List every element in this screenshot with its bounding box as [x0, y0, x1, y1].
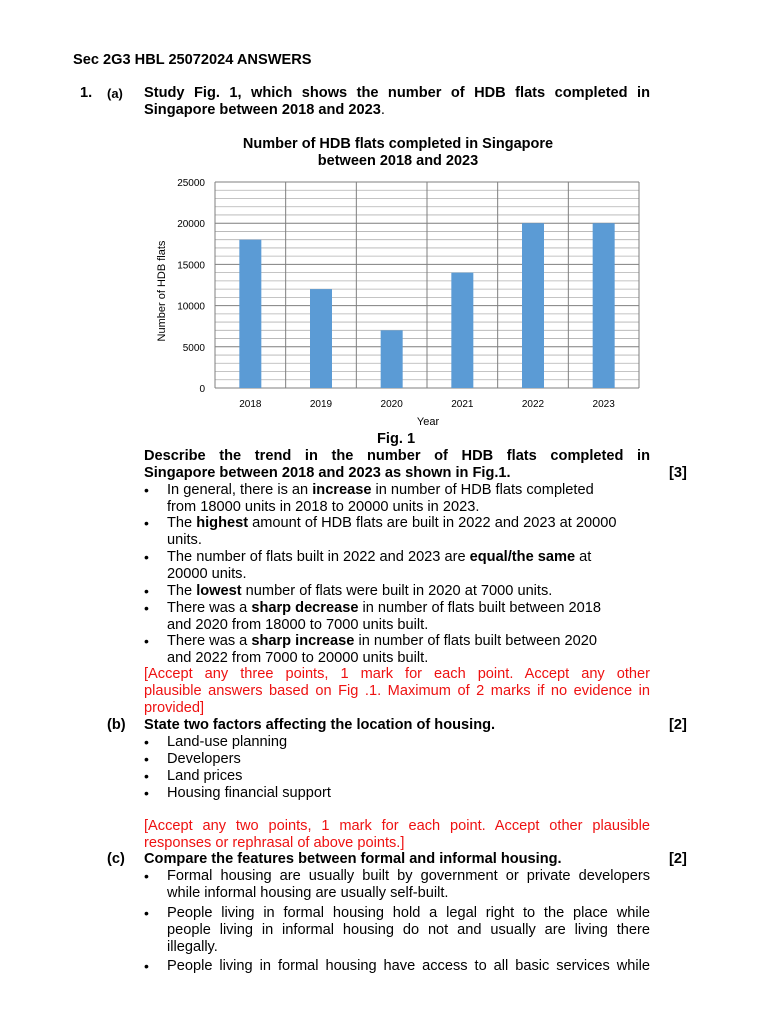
bullet-icon: •: [144, 482, 149, 498]
point-keyword: sharp decrease: [251, 600, 359, 616]
bullet-icon: •: [144, 958, 149, 974]
intro-line2-period: .: [380, 102, 385, 118]
bar-2019: [310, 289, 332, 388]
point-keyword: highest: [196, 515, 249, 531]
answer-point: Housing financial support: [167, 785, 331, 801]
x-tick-label: 2023: [592, 399, 615, 410]
x-tick-label: 2019: [309, 399, 333, 410]
answer-point: Formal housing are usually built by government or private developers: [167, 868, 650, 884]
answer-point: Land prices: [167, 768, 243, 784]
intro-line2-text: Singapore between 2018 and 2023: [144, 102, 381, 118]
marking-note-a-line3: provided]: [144, 700, 205, 716]
point-text: The: [167, 583, 197, 599]
point-text: and 2020 from 18000 to 7000 units built.: [167, 617, 429, 633]
point-text: The number of flats built in 2022 and 2023 are: [167, 549, 470, 565]
chart-title-line1: Number of HDB flats completed in Singapore: [242, 136, 554, 152]
bullet-icon: •: [144, 751, 149, 767]
part-b-label: (b): [107, 717, 126, 733]
answer-point: [167, 600, 650, 634]
answer-point: [167, 633, 650, 667]
bar-2021: [451, 273, 473, 388]
figure-caption: Fig. 1: [377, 431, 416, 447]
x-tick-label: 2020: [380, 399, 403, 410]
part-a-marks: [3]: [669, 465, 687, 481]
part-c-question: Compare the features between formal and informal housing.: [144, 851, 562, 867]
part-c-marks: [2]: [669, 851, 687, 867]
y-tick-label: 0: [199, 384, 205, 395]
bar-2023: [593, 223, 615, 388]
part-a-question-line1: Describe the trend in the number of HDB flats completed in: [144, 448, 650, 464]
part-a-question-line2: Singapore between 2018 and 2023 as shown in Fig.1.: [144, 465, 511, 481]
marking-note-b-line1: [Accept any two points, 1 mark for each point. Accept other plausible: [144, 818, 650, 834]
y-tick-label: 20000: [177, 219, 205, 231]
bullet-icon: •: [144, 515, 149, 531]
bullet-icon: •: [144, 868, 149, 884]
bullet-icon: •: [144, 549, 149, 565]
point-text: There was a: [167, 633, 252, 649]
part-a-label: (a): [107, 86, 123, 101]
x-tick-label: 2021: [451, 399, 474, 410]
bullet-icon: •: [144, 905, 149, 921]
answer-point-cont: while informal housing are usually self-built.: [167, 885, 449, 901]
bullet-icon: •: [144, 600, 149, 616]
part-b-marks: [2]: [669, 717, 687, 733]
point-text: from 18000 units in 2018 to 20000 units in 2023.: [167, 499, 480, 515]
bullet-icon: •: [144, 768, 149, 784]
x-tick-label: 2018: [239, 399, 262, 410]
bar-2022: [522, 223, 544, 388]
point-text: There was a: [167, 600, 252, 616]
point-text: number of flats were built in 2020 at 7000 units.: [241, 583, 553, 599]
part-a-intro-line2: [144, 102, 650, 119]
hdb-bar-chart: [148, 128, 648, 428]
answer-point: People living in formal housing hold a legal right to the place while: [167, 905, 650, 921]
answer-point-cont: people living in informal housing do not and usually are living there: [167, 922, 650, 938]
point-text: In general, there is an: [167, 482, 313, 498]
point-text: and 2022 from 7000 to 20000 units built.: [167, 650, 429, 666]
point-text: at: [575, 549, 592, 565]
bar-2020: [381, 330, 403, 388]
point-keyword: equal/the same: [469, 549, 576, 565]
answer-point: People living in formal housing have access to all basic services while: [167, 958, 650, 974]
point-text: The: [167, 515, 197, 531]
point-keyword: sharp increase: [251, 633, 355, 649]
question-number: 1.: [80, 85, 93, 101]
point-keyword: increase: [312, 482, 372, 498]
marking-note-a-line1: [Accept any three points, 1 mark for each point. Accept any other: [144, 666, 650, 682]
page-title: Sec 2G3 HBL 25072024 ANSWERS: [73, 52, 312, 68]
bullet-icon: •: [144, 633, 149, 649]
chart-title-line2: between 2018 and 2023: [317, 153, 479, 169]
part-c-label: (c): [107, 851, 125, 867]
point-text: amount of HDB flats are built in 2022 and 2023 at 20000: [248, 515, 617, 531]
point-text: in number of flats built between 2020: [354, 633, 597, 649]
point-text: units.: [167, 532, 202, 548]
answer-point: [167, 482, 650, 516]
answer-point-cont: illegally.: [167, 939, 218, 955]
x-tick-label: 2022: [521, 399, 545, 410]
bullet-icon: •: [144, 785, 149, 801]
marking-note-b-line2: responses or rephrasal of above points.]: [144, 835, 405, 851]
bar-2018: [239, 240, 261, 388]
answer-point: [167, 515, 650, 549]
y-tick-label: 10000: [177, 301, 205, 313]
y-tick-label: 15000: [177, 260, 205, 272]
point-text: in number of flats built between 2018: [358, 600, 602, 616]
part-b-question: State two factors affecting the location of housing.: [144, 717, 496, 733]
chart-ylabel: Number of HDB flats: [156, 240, 168, 342]
answer-point: [167, 583, 650, 600]
bullet-icon: •: [144, 734, 149, 750]
point-keyword: lowest: [196, 583, 242, 599]
answer-point: Land-use planning: [167, 734, 288, 750]
marking-note-a-line2: plausible answers based on Fig .1. Maximum of 2 marks if no evidence in: [144, 683, 650, 699]
part-a-intro-line1: Study Fig. 1, which shows the number of HDB flats completed in: [144, 85, 650, 101]
point-text: 20000 units.: [167, 566, 247, 582]
bullet-icon: •: [144, 583, 149, 599]
answer-point: [167, 549, 650, 583]
point-text: in number of HDB flats completed: [371, 482, 594, 498]
answer-point: Developers: [167, 751, 241, 767]
y-tick-label: 25000: [177, 178, 205, 189]
chart-xlabel: Year: [416, 416, 440, 428]
y-tick-label: 5000: [182, 342, 205, 354]
